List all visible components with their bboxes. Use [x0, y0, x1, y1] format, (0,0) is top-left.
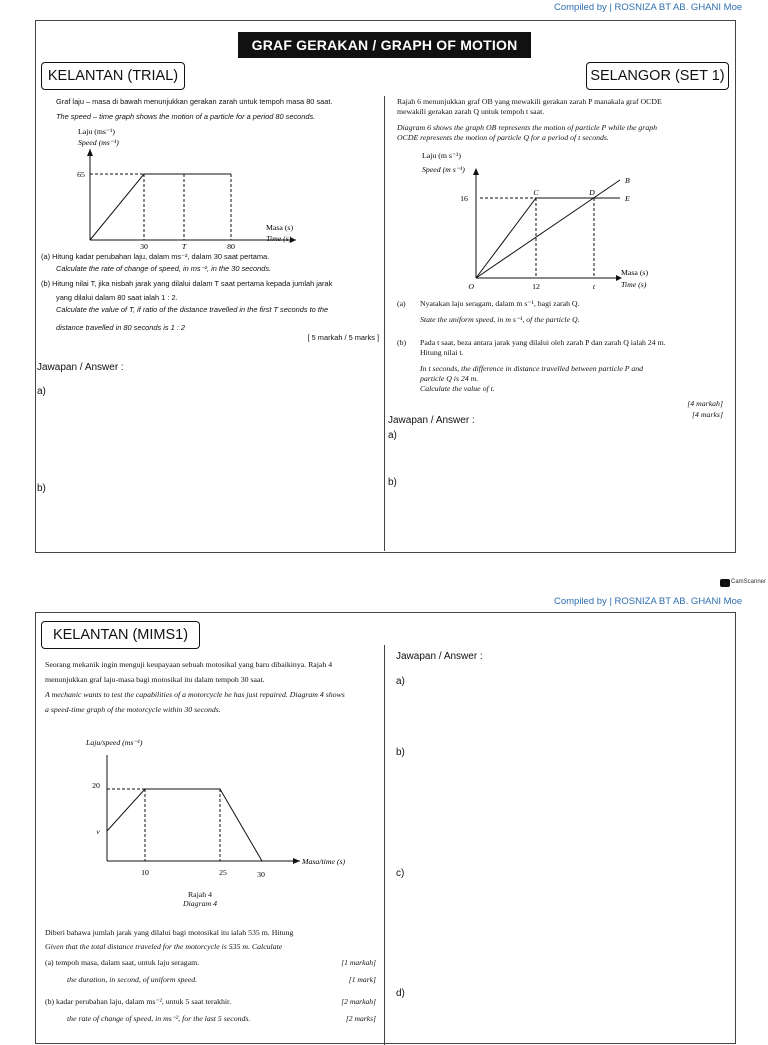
- kelantan-mims-intro-en2: a speed-time graph of the motorcycle within 30 seconds.: [45, 705, 221, 714]
- selangor-qb-en1: In t seconds, the difference in distance travelled between particle P and: [420, 364, 644, 373]
- kelantan-mims-intro-ms1: Seorang mekanik ingin menguji keupayaan sebuah motosikal yang baru dibaikinya. Rajah 4: [45, 660, 333, 669]
- kelantan-mims-tag: KELANTAN (MIMS1): [41, 621, 200, 649]
- page-title-banner: GRAF GERAKAN / GRAPH OF MOTION: [238, 32, 531, 58]
- camscanner-logo-icon: [720, 579, 730, 587]
- selangor-qa-num: (a): [397, 299, 406, 308]
- answer-label: Jawapan / Answer :: [388, 415, 475, 426]
- diagram-caption-ms: Rajah 4: [187, 890, 213, 899]
- answer-part-a: a): [37, 386, 46, 397]
- selangor-qb-ms1: Pada t saat, beza antara jarak yang dilalui oleh zarah P dan zarah Q ialah 24 m.: [420, 338, 666, 347]
- graph-x-tick: 10: [141, 868, 149, 877]
- selangor-intro-ms1: Rajah 6 menunjukkan graf OB yang mewakili gerakan zarah P manakala graf OCDE: [397, 97, 662, 106]
- kelantan-mims-intro-en1: A mechanic wants to test the capabilities of a motorcycle he has just repaired. Diagram 4 shows: [45, 690, 345, 699]
- selangor-marks-ms: [4 markah]: [687, 399, 723, 408]
- graph-y-value: 20: [92, 781, 100, 790]
- graph-y-label-ms: Laju (m s⁻¹): [422, 151, 461, 160]
- answer-label: Jawapan / Answer :: [396, 651, 483, 662]
- column-divider: [384, 96, 385, 551]
- kelantan-trial-graph: [56, 124, 316, 250]
- selangor-intro-en1: Diagram 6 shows the graph OB represents the motion of particle P while the graph: [397, 123, 658, 132]
- selangor-qb-en2: particle Q is 24 m.: [420, 374, 479, 383]
- graph-y-value: 65: [77, 170, 85, 179]
- kelantan-mims-graph: [80, 733, 370, 883]
- point-label-c: C: [533, 188, 539, 197]
- graph-x-tick: 30: [140, 242, 148, 250]
- answer-part-b: b): [388, 477, 397, 488]
- selangor-marks-en: [4 marks]: [692, 410, 723, 419]
- kelantan-mims-intro-ms2: menunjukkan graf laju-masa bagi motosikal itu dalam tempoh 30 saat.: [45, 675, 265, 684]
- point-label-d: D: [589, 188, 595, 197]
- graph-origin: O: [468, 282, 474, 291]
- kelantan-mims-given-ms: Diberi bahawa jumlah jarak yang dilalui bagi motosikal itu ialah 535 m. Hitung: [45, 928, 294, 937]
- kelantan-trial-qb-en1: Calculate the value of T, if ratio of the distance travelled in the first T seconds to the: [56, 305, 329, 314]
- selangor-intro-en2: OCDE represents the motion of particle Q for a period of t seconds.: [397, 133, 609, 142]
- kelantan-mims-qa-ms: (a) tempoh masa, dalam saat, untuk laju seragam.: [45, 958, 200, 967]
- answer-part-b: b): [396, 747, 405, 758]
- graph-x-tick: T: [181, 242, 187, 250]
- diagram-caption-en: Diagram 4: [182, 899, 217, 908]
- kelantan-trial-marks: [ 5 markah / 5 marks ]: [307, 333, 379, 342]
- answer-part-a: a): [396, 676, 405, 687]
- selangor-qa-en: State the uniform speed, in m s⁻¹, of the particle Q.: [420, 315, 580, 324]
- selangor-intro-ms2: mewakili gerakan zarah Q untuk tempoh t saat.: [397, 107, 545, 116]
- point-label-e: E: [625, 194, 630, 203]
- kelantan-mims-given-en: Given that the total distance traveled for the motorcycle is 535 m. Calculate: [45, 942, 283, 951]
- graph-x-tick: 12: [532, 282, 540, 291]
- compiled-by-header: Compiled by | ROSNIZA BT AB. GHANI Moe: [554, 596, 743, 607]
- graph-y-label-ms: Laju (ms⁻¹): [78, 127, 115, 136]
- graph-y-value: 16: [460, 194, 468, 203]
- graph-x-label-en: Time (s): [621, 280, 647, 289]
- qa-mark-en: [1 mark]: [348, 975, 376, 984]
- graph-y-label: Laju/speed (ms⁻¹): [86, 738, 143, 747]
- selangor-qb-ms2: Hitung nilai t.: [420, 348, 464, 357]
- kelantan-trial-qa-ms: (a) Hitung kadar perubahan laju, dalam ms⁻², dalam 30 saat pertama.: [41, 252, 270, 261]
- graph-x-tick: 25: [219, 868, 227, 877]
- graph-y-label-en: Speed (m s⁻¹): [422, 165, 465, 174]
- column-divider: [384, 645, 385, 1045]
- graph-x-tick: 80: [227, 242, 235, 250]
- qb-mark-en: [2 marks]: [345, 1014, 376, 1023]
- kelantan-trial-intro-ms: Graf laju – masa di bawah menunjukkan gerakan zarah untuk tempoh masa 80 saat.: [56, 97, 333, 106]
- compiled-by-header: Compiled by | ROSNIZA BT AB. GHANI Moe: [554, 2, 743, 13]
- answer-part-c: c): [396, 868, 405, 879]
- kelantan-trial-intro-en: The speed – time graph shows the motion of a particle for a period 80 seconds.: [56, 112, 316, 121]
- answer-part-d: d): [396, 988, 405, 999]
- answer-label: Jawapan / Answer :: [37, 362, 124, 373]
- kelantan-trial-qa-en: Calculate the rate of change of speed, in ms⁻², in the 30 seconds.: [56, 264, 272, 273]
- graph-y-label-en: Speed (ms⁻¹): [78, 138, 119, 147]
- graph-x-tick: t: [592, 282, 596, 291]
- selangor-qa-ms: Nyatakan laju seragam, dalam m s⁻¹, bagi zarah Q.: [420, 299, 580, 308]
- kelantan-mims-qb-en: the rate of change of speed, in ms⁻², for the last 5 seconds.: [67, 1014, 251, 1023]
- selangor-tag: SELANGOR (SET 1): [586, 62, 729, 90]
- kelantan-trial-qb-ms1: (b) Hitung nilai T, jika nisbah jarak yang dilalui dalam T saat pertama kepada jumlah jarak: [41, 279, 333, 288]
- selangor-qb-num: (b): [397, 338, 407, 347]
- kelantan-mims-qa-en: the duration, in second, of uniform speed.: [67, 975, 198, 984]
- selangor-graph: [420, 148, 690, 293]
- selangor-qb-en3: Calculate the value of t.: [420, 384, 495, 393]
- graph-x-label-en: Time (s): [266, 234, 292, 243]
- qb-mark-ms: [2 markah]: [341, 997, 376, 1006]
- point-label-b: B: [625, 176, 630, 185]
- camscanner-text: CamScanner: [731, 579, 767, 585]
- answer-part-a: a): [388, 430, 397, 441]
- kelantan-trial-tag: KELANTAN (TRIAL): [41, 62, 185, 90]
- graph-x-label: Masa/time (s): [302, 857, 346, 866]
- kelantan-trial-qb-en2: distance travelled in 80 seconds is 1 : 2: [56, 323, 186, 332]
- kelantan-mims-qb-ms: (b) kadar perubahan laju, dalam ms⁻², untuk 5 saat terakhir.: [45, 997, 232, 1006]
- qa-mark-ms: [1 markah]: [341, 958, 376, 967]
- graph-x-tick: 30: [257, 870, 265, 879]
- graph-x-label-ms: Masa (s): [621, 268, 649, 277]
- graph-y-value: v: [96, 827, 100, 836]
- graph-x-label-ms: Masa (s): [266, 223, 294, 232]
- answer-part-b: b): [37, 483, 46, 494]
- kelantan-trial-qb-ms2: yang dilalui dalam 80 saat ialah 1 : 2.: [56, 293, 178, 302]
